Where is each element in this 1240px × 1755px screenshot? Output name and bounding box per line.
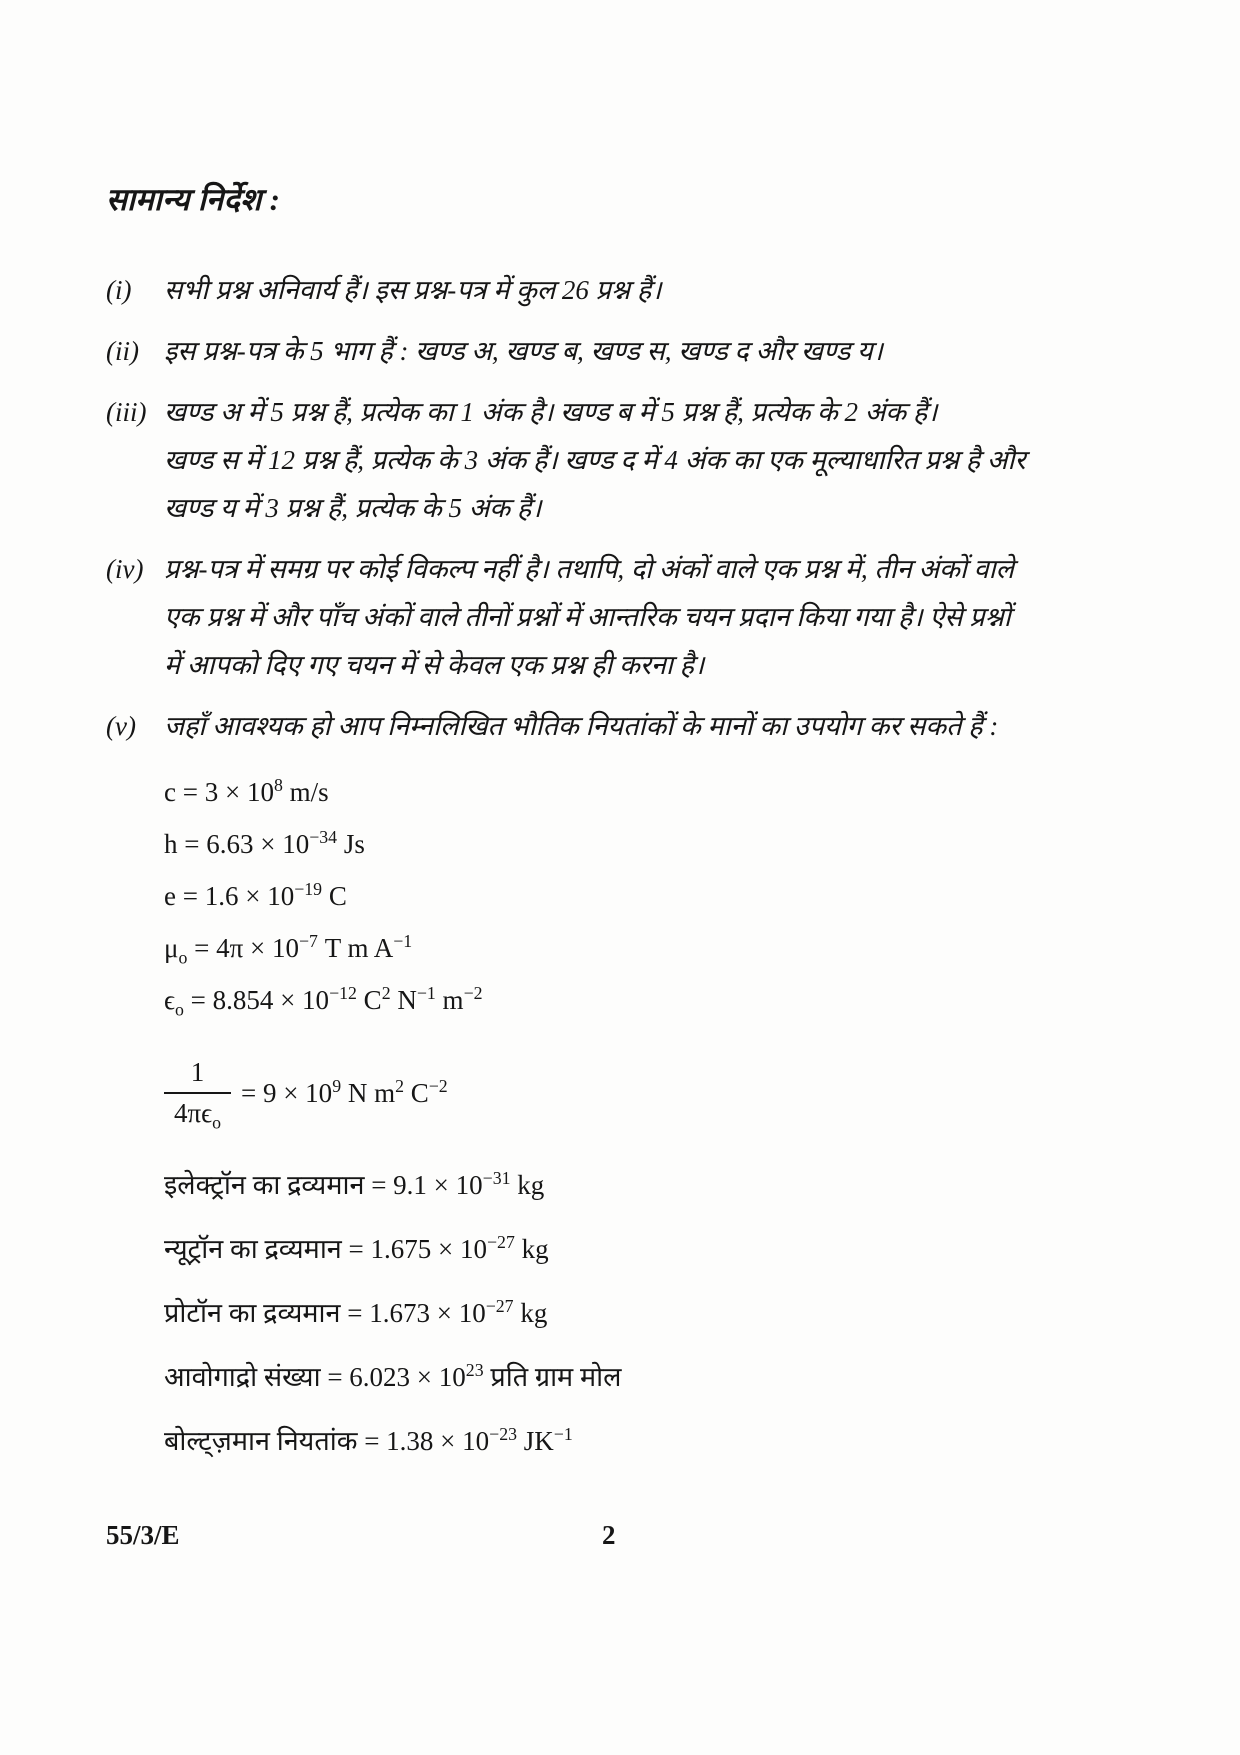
instruction-item-iii [106,388,1140,532]
instruction-line: खण्ड य में 3 प्रश्न हैं, प्रत्येक के 5 अंक हैं। [164,493,542,523]
instruction-body [164,388,1140,532]
instruction-body [164,545,1140,689]
page-content [106,178,1140,1473]
instruction-line: खण्ड स में 12 प्रश्न हैं, प्रत्येक के 3 अंक हैं। खण्ड द में 4 अंक का एक मूल्याधारित प्रश्न है और [164,445,1026,475]
page-number: 2 [602,1520,616,1550]
instruction-item-iv [106,545,1140,689]
instruction-number: (iv) [106,554,144,584]
constant-boltzmann: बोल्ट्ज़मान नियतांक = $1.38 \times 10^{-23}$ $JK^{-1}$ [164,1423,573,1456]
instruction-line: जहाँ आवश्यक हो आप निम्नलिखित भौतिक नियतांकों के मानों का उपयोग कर सकते हैं : [164,711,999,741]
instruction-body [164,327,1140,375]
instruction-line: प्रश्न-पत्र में समग्र पर कोई विकल्प नहीं है। तथापि, दो अंकों वाले एक प्रश्न में, तीन अंकों वाले [164,554,1014,584]
constant-electron-charge: $e = 1.6 \times 10^{-19}$ C [164,879,347,911]
instruction-body [164,266,1140,314]
instruction-item-v [106,702,1140,750]
fraction-rhs: = $9 \times 10^9$ N $m^2$ $C^{-2}$ [240,1075,448,1108]
instruction-number: (v) [106,711,136,741]
fraction [164,1056,231,1131]
instruction-body [164,702,1140,750]
constant-speed-of-light: $c = 3 \times 10^8$ m/s [164,775,329,807]
instruction-item-ii [106,327,1140,375]
constant-electron-mass: इलेक्ट्रॉन का द्रव्यमान = $9.1 \times 10^{-31}$ kg [164,1167,545,1200]
fraction-numerator: 1 [190,1057,205,1087]
constant-coulomb [164,1056,1140,1131]
instruction-line: एक प्रश्न में और पाँच अंकों वाले तीनों प्रश्नों में आन्तरिक चयन प्रदान किया गया है। ऐसे प्रश्नों [164,602,1011,632]
constant-mu-naught: $\mu_o = 4\pi \times 10^{-7}$ T m $A^{-1}$ [164,931,413,968]
fraction-denominator: $4\pi\epsilon_o$ [164,1092,231,1131]
instruction-number: (i) [106,275,132,305]
instruction-line: सभी प्रश्न अनिवार्य हैं। इस प्रश्न-पत्र में कुल 26 प्रश्न हैं। [164,275,662,305]
instruction-number: (ii) [106,336,139,366]
constant-epsilon-naught: $\epsilon_o = 8.854 \times 10^{-12}$ $C^2$ $N^{-1}$ $m^{-2}$ [164,983,483,1020]
instruction-line: खण्ड अ में 5 प्रश्न हैं, प्रत्येक का 1 अंक है। खण्ड ब में 5 प्रश्न हैं, प्रत्येक के 2 अंक हैं। [164,397,938,427]
constant-neutron-mass: न्यूट्रॉन का द्रव्यमान = $1.675 \times 10^{-27}$ kg [164,1231,549,1264]
general-instructions-heading: सामान्य निर्देश : [106,182,281,217]
physical-constants-list [164,766,1140,1473]
instruction-line: इस प्रश्न-पत्र के 5 भाग हैं : खण्ड अ, खण्ड ब, खण्ड स, खण्ड द और खण्ड य। [164,336,883,366]
instruction-number: (iii) [106,397,147,427]
constant-proton-mass: प्रोटॉन का द्रव्यमान = $1.673 \times 10^{-27}$ kg [164,1295,548,1328]
constant-avogadro: आवोगाद्रो संख्या = $6.023 \times 10^{23}$ प्रति ग्राम मोल [164,1359,622,1392]
constant-planck: $h = 6.63 \times 10^{-34}$ Js [164,827,365,859]
paper-code: 55/3/E [106,1520,180,1550]
instruction-line: में आपको दिए गए चयन में से केवल एक प्रश्न ही करना है। [164,650,705,680]
instruction-item-i [106,266,1140,314]
